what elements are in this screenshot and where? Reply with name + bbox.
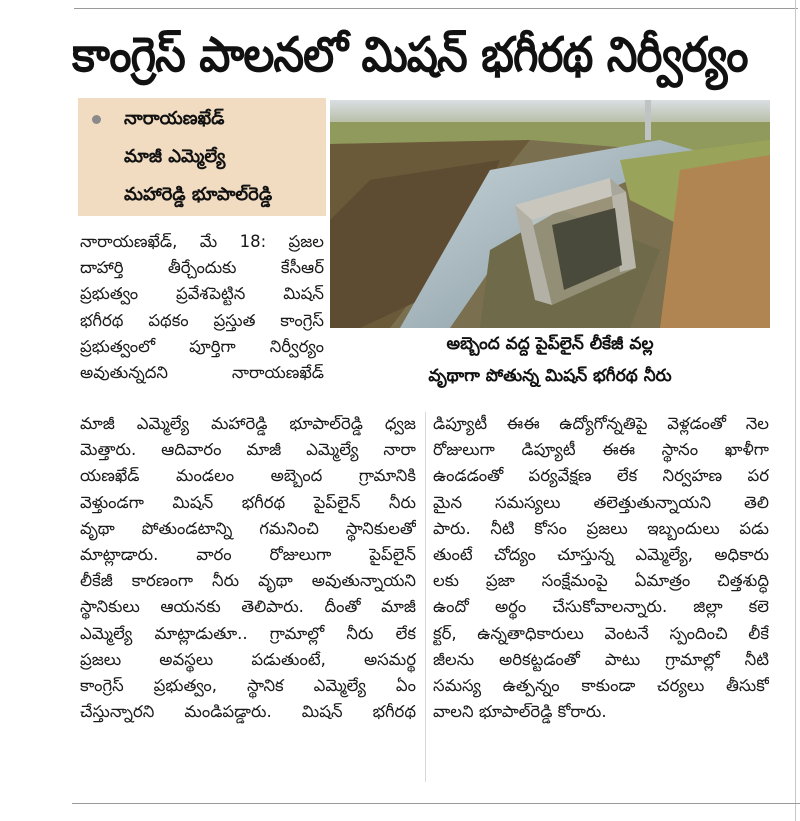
body-line: దాహార్తి తీర్చేందుకు కేసీఆర్	[80, 258, 324, 278]
right-edge-rule	[795, 0, 796, 821]
body-line: ప్రజలు అవస్థలు పడుతుంటే, అసమర్థ	[80, 649, 416, 669]
body-line: వృథా పోతుండటాన్ని గమనించి స్థానికులతో	[80, 518, 416, 538]
body-line: సమస్య ఉత్పన్నం కాకుండా చర్యలు తీసుకో	[433, 675, 769, 695]
bottom-rule	[72, 803, 800, 804]
body-line: లీకేజీ కారణంగా నీరు వృథా అవుతున్నాయని	[80, 571, 416, 591]
body-line: మాజీ ఎమ్మెల్యే మహారెడ్డి భూపాల్‌రెడ్డి ధ్వజ	[80, 414, 416, 433]
byline-place: నారాయణఖేడ్	[124, 108, 225, 129]
photo-illustration	[330, 100, 770, 328]
photo-caption-line-1: అబ్బెంద వద్ద పైప్‌లైన్ లీకేజీ వల్ల	[446, 334, 654, 354]
body-line: రోజులుగా డిప్యూటీ ఈఈ స్థానం ఖాళీగా	[433, 440, 769, 460]
body-line: పారు. నీటి కోసం ప్రజలు ఇబ్బందులు పడు	[433, 518, 769, 538]
body-line: నారాయణఖేడ్, మే 18: ప్రజల	[80, 232, 324, 251]
bullet-icon	[92, 115, 101, 124]
body-line: ప్రభుత్వం ప్రవేశపెట్టిన మిషన్	[80, 284, 324, 304]
right-text-column	[433, 411, 769, 725]
body-line: తుంటే చోద్యం చూస్తున్న ఎమ్మెల్యే, అధికారు	[433, 544, 769, 564]
body-line: భగీరథ పథకం ప్రస్తుత కాంగ్రెస్	[80, 310, 324, 330]
body-line: మెత్తారు. ఆదివారం మాజీ ఎమ్మెల్యే నారా	[80, 440, 416, 460]
body-line: యణఖేడ్ మండలం అబ్బెంద గ్రామానికి	[80, 466, 416, 486]
body-line: మాట్లాడారు. వారం రోజులుగా పైప్‌లైన్	[80, 544, 416, 564]
byline-person: మహారెడ్డి భూపాల్‌రెడ్డి	[124, 184, 273, 205]
byline-box	[78, 98, 326, 216]
body-line: మైన సమస్యలు తలెత్తుతున్నాయని తెలి	[433, 492, 769, 512]
photo-caption-line-2: వృథాగా పోతున్న మిషన్ భగీరథ నీరు	[428, 366, 672, 386]
body-line: డిప్యూటీ ఈఈ ఉద్యోగోన్నతిపై వెళ్లడంతో నెల	[433, 414, 769, 433]
body-line: జీలను అరికట్టడంతో పాటు గ్రామాల్లో నీటి	[433, 649, 769, 669]
body-line: చేస్తున్నారని మండిపడ్డారు. మిషన్ భగీరథ	[80, 702, 416, 722]
body-line: ఎమ్మెల్యే మాట్లాడుతూ.. గ్రామాల్లో నీరు లేక	[80, 623, 416, 643]
body-line: అవుతున్నదని నారాయణఖేడ్	[80, 362, 324, 382]
headline: కాంగ్రెస్ పాలనలో మిషన్ భగీరథ నిర్వీర్యం	[72, 27, 748, 83]
left-text-column	[80, 411, 416, 725]
body-line: లకు ప్రజా సంక్షేమంపై ఏమాత్రం చిత్తశుద్ధి	[433, 571, 769, 591]
body-line: క్టర్, ఉన్నతాధికారులు వెంటనే స్పందించి లీకే	[433, 623, 769, 643]
body-line: ఉండడంతో పర్యవేక్షణ లేక నిర్వహణ పర	[433, 466, 769, 486]
column-divider	[425, 412, 426, 782]
narrow-text-column	[80, 229, 324, 386]
body-line: వాలని భూపాల్‌రెడ్డి కోరారు.	[433, 702, 607, 722]
byline-role: మాజీ ఎమ్మెల్యే	[124, 146, 226, 167]
body-line: వెళ్తుండగా మిషన్ భగీరథ పైప్‌లైన్ నీరు	[80, 492, 416, 512]
pipeline-leak-photo	[330, 100, 770, 328]
body-line: కాంగ్రెస్ ప్రభుత్వం, స్థానిక ఎమ్మెల్యే ఏం	[80, 675, 416, 695]
top-rule	[74, 8, 798, 9]
body-line: ప్రభుత్వంలో పూర్తిగా నిర్వీర్యం	[80, 336, 324, 356]
body-line: ఉందో అర్థం చేసుకోవాలన్నారు. జిల్లా కలె	[433, 597, 769, 617]
body-line: స్థానికులు ఆయనకు తెలిపారు. దీంతో మాజీ	[80, 597, 416, 617]
